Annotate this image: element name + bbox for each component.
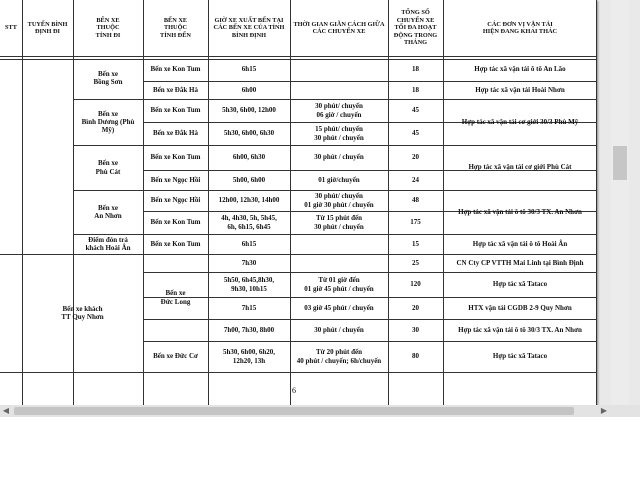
departure-times: 4h, 4h30, 5h, 5h45, 6h, 6h15, 6h45 bbox=[221, 214, 277, 231]
trip-interval: 01 giờ/chuyến bbox=[318, 175, 360, 184]
horizontal-scrollbar[interactable] bbox=[0, 405, 640, 417]
destination-station: Bến xe Kon Tum bbox=[150, 218, 201, 227]
trip-interval: 30 phút/ chuyến 06 giờ / chuyến bbox=[315, 102, 363, 119]
trip-interval bbox=[290, 234, 388, 254]
departure-times: 6h15 bbox=[241, 239, 257, 248]
origin-station: Bến xe Bồng Sơn bbox=[93, 69, 123, 86]
destination-station: Bến xe Đức Cơ bbox=[153, 352, 198, 361]
destination-station: Bến xe Kon Tum bbox=[150, 64, 201, 73]
trip-interval: Từ 01 giờ đến 01 giờ 45 phút / chuyến bbox=[304, 276, 374, 293]
header-dest-station: BẾN XE THUỘC TỈNH ĐẾN bbox=[160, 16, 191, 39]
header-operators: CÁC ĐƠN VỊ VẬN TẢI HIỆN ĐANG KHAI THÁC bbox=[482, 20, 558, 35]
trip-interval: 03 giờ 45 phút / chuyến bbox=[304, 303, 374, 312]
transport-operator: CN Cty CP VTTH Mai Linh tại Bình Định bbox=[456, 258, 584, 267]
transport-operator: Hợp tác xã Tataco bbox=[492, 352, 548, 361]
transport-operator: Hợp tác xã vận tải ô tô 30/3 TX. An Nhơn bbox=[458, 325, 582, 334]
origin-station: Bến xe Bình Dương (Phù Mỹ) bbox=[81, 109, 135, 135]
max-trips: 120 bbox=[410, 280, 421, 289]
destination-station: Bến xe Đắk Hà bbox=[153, 85, 198, 94]
transport-operator: Hợp tác xã vận tải ô tô 30/3 TX. An Nhơn bbox=[458, 207, 582, 216]
header-stt: STT bbox=[5, 24, 17, 32]
origin-station: Điểm đón trả khách Hoài Ân bbox=[85, 235, 131, 252]
departure-times: 12h00, 12h30, 14h00 bbox=[218, 196, 280, 205]
trip-interval: 15 phút/ chuyến 30 phút / chuyến bbox=[314, 125, 364, 142]
transport-operator: Hợp tác xã vận tải Hoài Nhơn bbox=[475, 85, 565, 94]
destination-station: Bến xe Đắk Hà bbox=[153, 129, 198, 138]
departure-times: 7h15 bbox=[241, 303, 257, 312]
destination-station: Bến xe Kon Tum bbox=[150, 153, 201, 162]
header-origin-station: BẾN XE THUỘC TỈNH ĐI bbox=[95, 16, 121, 39]
table-row-border bbox=[0, 372, 597, 373]
departure-times: 5h50, 6h45,8h30, 9h30, 10h15 bbox=[223, 276, 275, 293]
vertical-scrollbar[interactable] bbox=[611, 0, 629, 405]
origin-station: Bến xe An Nhơn bbox=[94, 203, 122, 220]
destination-station: Bến xe Kon Tum bbox=[150, 239, 201, 248]
departure-times: 7h30 bbox=[241, 258, 257, 267]
max-trips: 20 bbox=[412, 153, 419, 162]
trip-interval bbox=[290, 81, 388, 99]
departure-times: 5h30, 6h00, 6h30 bbox=[223, 129, 275, 138]
max-trips: 175 bbox=[410, 218, 421, 227]
transport-operator: Hợp tác xã vận tải ô tô An Lão bbox=[474, 64, 566, 73]
vertical-scroll-thumb[interactable] bbox=[613, 146, 627, 180]
transport-operator: Hợp tác xã vận tải cơ giới 30/3 Phù Mỹ bbox=[461, 117, 579, 126]
trip-interval: Từ 15 phút đến 30 phút / chuyến bbox=[314, 214, 364, 231]
trip-interval: 30 phút / chuyến bbox=[314, 153, 364, 162]
departure-times: 6h00, 6h30 bbox=[232, 153, 266, 162]
destination-station: Bến xe Ngọc Hồi bbox=[150, 175, 201, 184]
departure-times: 6h15 bbox=[241, 64, 257, 73]
header-depart-time: GIỜ XE XUẤT BẾN TẠI CÁC BẾN XE CỦA TỈNH BÌNH ĐỊNH bbox=[213, 16, 285, 39]
max-trips: 25 bbox=[412, 258, 419, 267]
destination-station: Bến xe Đức Long bbox=[160, 289, 191, 306]
transport-operator: Hợp tác xã vận tải cơ giới Phù Cát bbox=[468, 163, 572, 172]
transport-operator: Hợp tác xã Tataco bbox=[492, 280, 548, 289]
max-trips: 15 bbox=[412, 239, 419, 248]
trip-interval bbox=[290, 57, 388, 81]
departure-times: 6h00 bbox=[241, 85, 257, 94]
destination-station: Bến xe Kon Tum bbox=[150, 106, 201, 115]
trip-interval: 30 phút / chuyến bbox=[314, 325, 364, 334]
departure-times: 5h30, 6h00, 12h00 bbox=[222, 106, 276, 115]
transport-operator: HTX vận tải CGDB 2-9 Quy Nhơn bbox=[468, 303, 572, 312]
trip-interval: Từ 20 phút đến 40 phút / chuyến; 6h/chuyến bbox=[296, 348, 382, 365]
header-route: TUYẾN BÌNH ĐỊNH ĐI bbox=[27, 20, 68, 35]
max-trips: 18 bbox=[412, 85, 419, 94]
max-trips: 48 bbox=[412, 196, 419, 205]
departure-times: 5h00, 6h00 bbox=[232, 175, 266, 184]
header-trips: TỔNG SỐ CHUYẾN XE TỐI ĐA HOẠT ĐỘNG TRONG THÁNG bbox=[393, 9, 438, 47]
max-trips: 24 bbox=[412, 175, 419, 184]
origin-station-quy-nhon: Bến xe khách TT Quy Nhơn bbox=[61, 304, 104, 321]
max-trips: 80 bbox=[412, 352, 419, 361]
transport-operator: Hợp tác xã vận tải ô tô Hoài Ân bbox=[472, 239, 568, 248]
horizontal-scroll-thumb[interactable] bbox=[14, 407, 574, 415]
destination-station: Bến xe Ngọc Hồi bbox=[150, 196, 201, 205]
max-trips: 30 bbox=[412, 325, 419, 334]
origin-station: Bến xe Phù Cát bbox=[95, 159, 121, 176]
header-interval: THỜI GIAN GIÃN CÁCH GIỮA CÁC CHUYẾN XE bbox=[293, 20, 385, 35]
right-arrow-icon[interactable]: ▶ bbox=[600, 406, 608, 415]
max-trips: 18 bbox=[412, 64, 419, 73]
max-trips: 20 bbox=[412, 303, 419, 312]
left-arrow-icon[interactable]: ◀ bbox=[2, 406, 10, 415]
departure-times: 5h30, 6h00, 6h20, 12h20, 13h bbox=[223, 348, 275, 365]
max-trips: 45 bbox=[412, 106, 419, 115]
trip-interval: 30 phút/ chuyến 01 giờ 30 phút / chuyến bbox=[304, 192, 374, 209]
trip-interval bbox=[290, 254, 388, 272]
max-trips: 45 bbox=[412, 129, 419, 138]
page-number: 6 bbox=[292, 386, 296, 395]
departure-times: 7h00, 7h30, 8h00 bbox=[223, 325, 275, 334]
